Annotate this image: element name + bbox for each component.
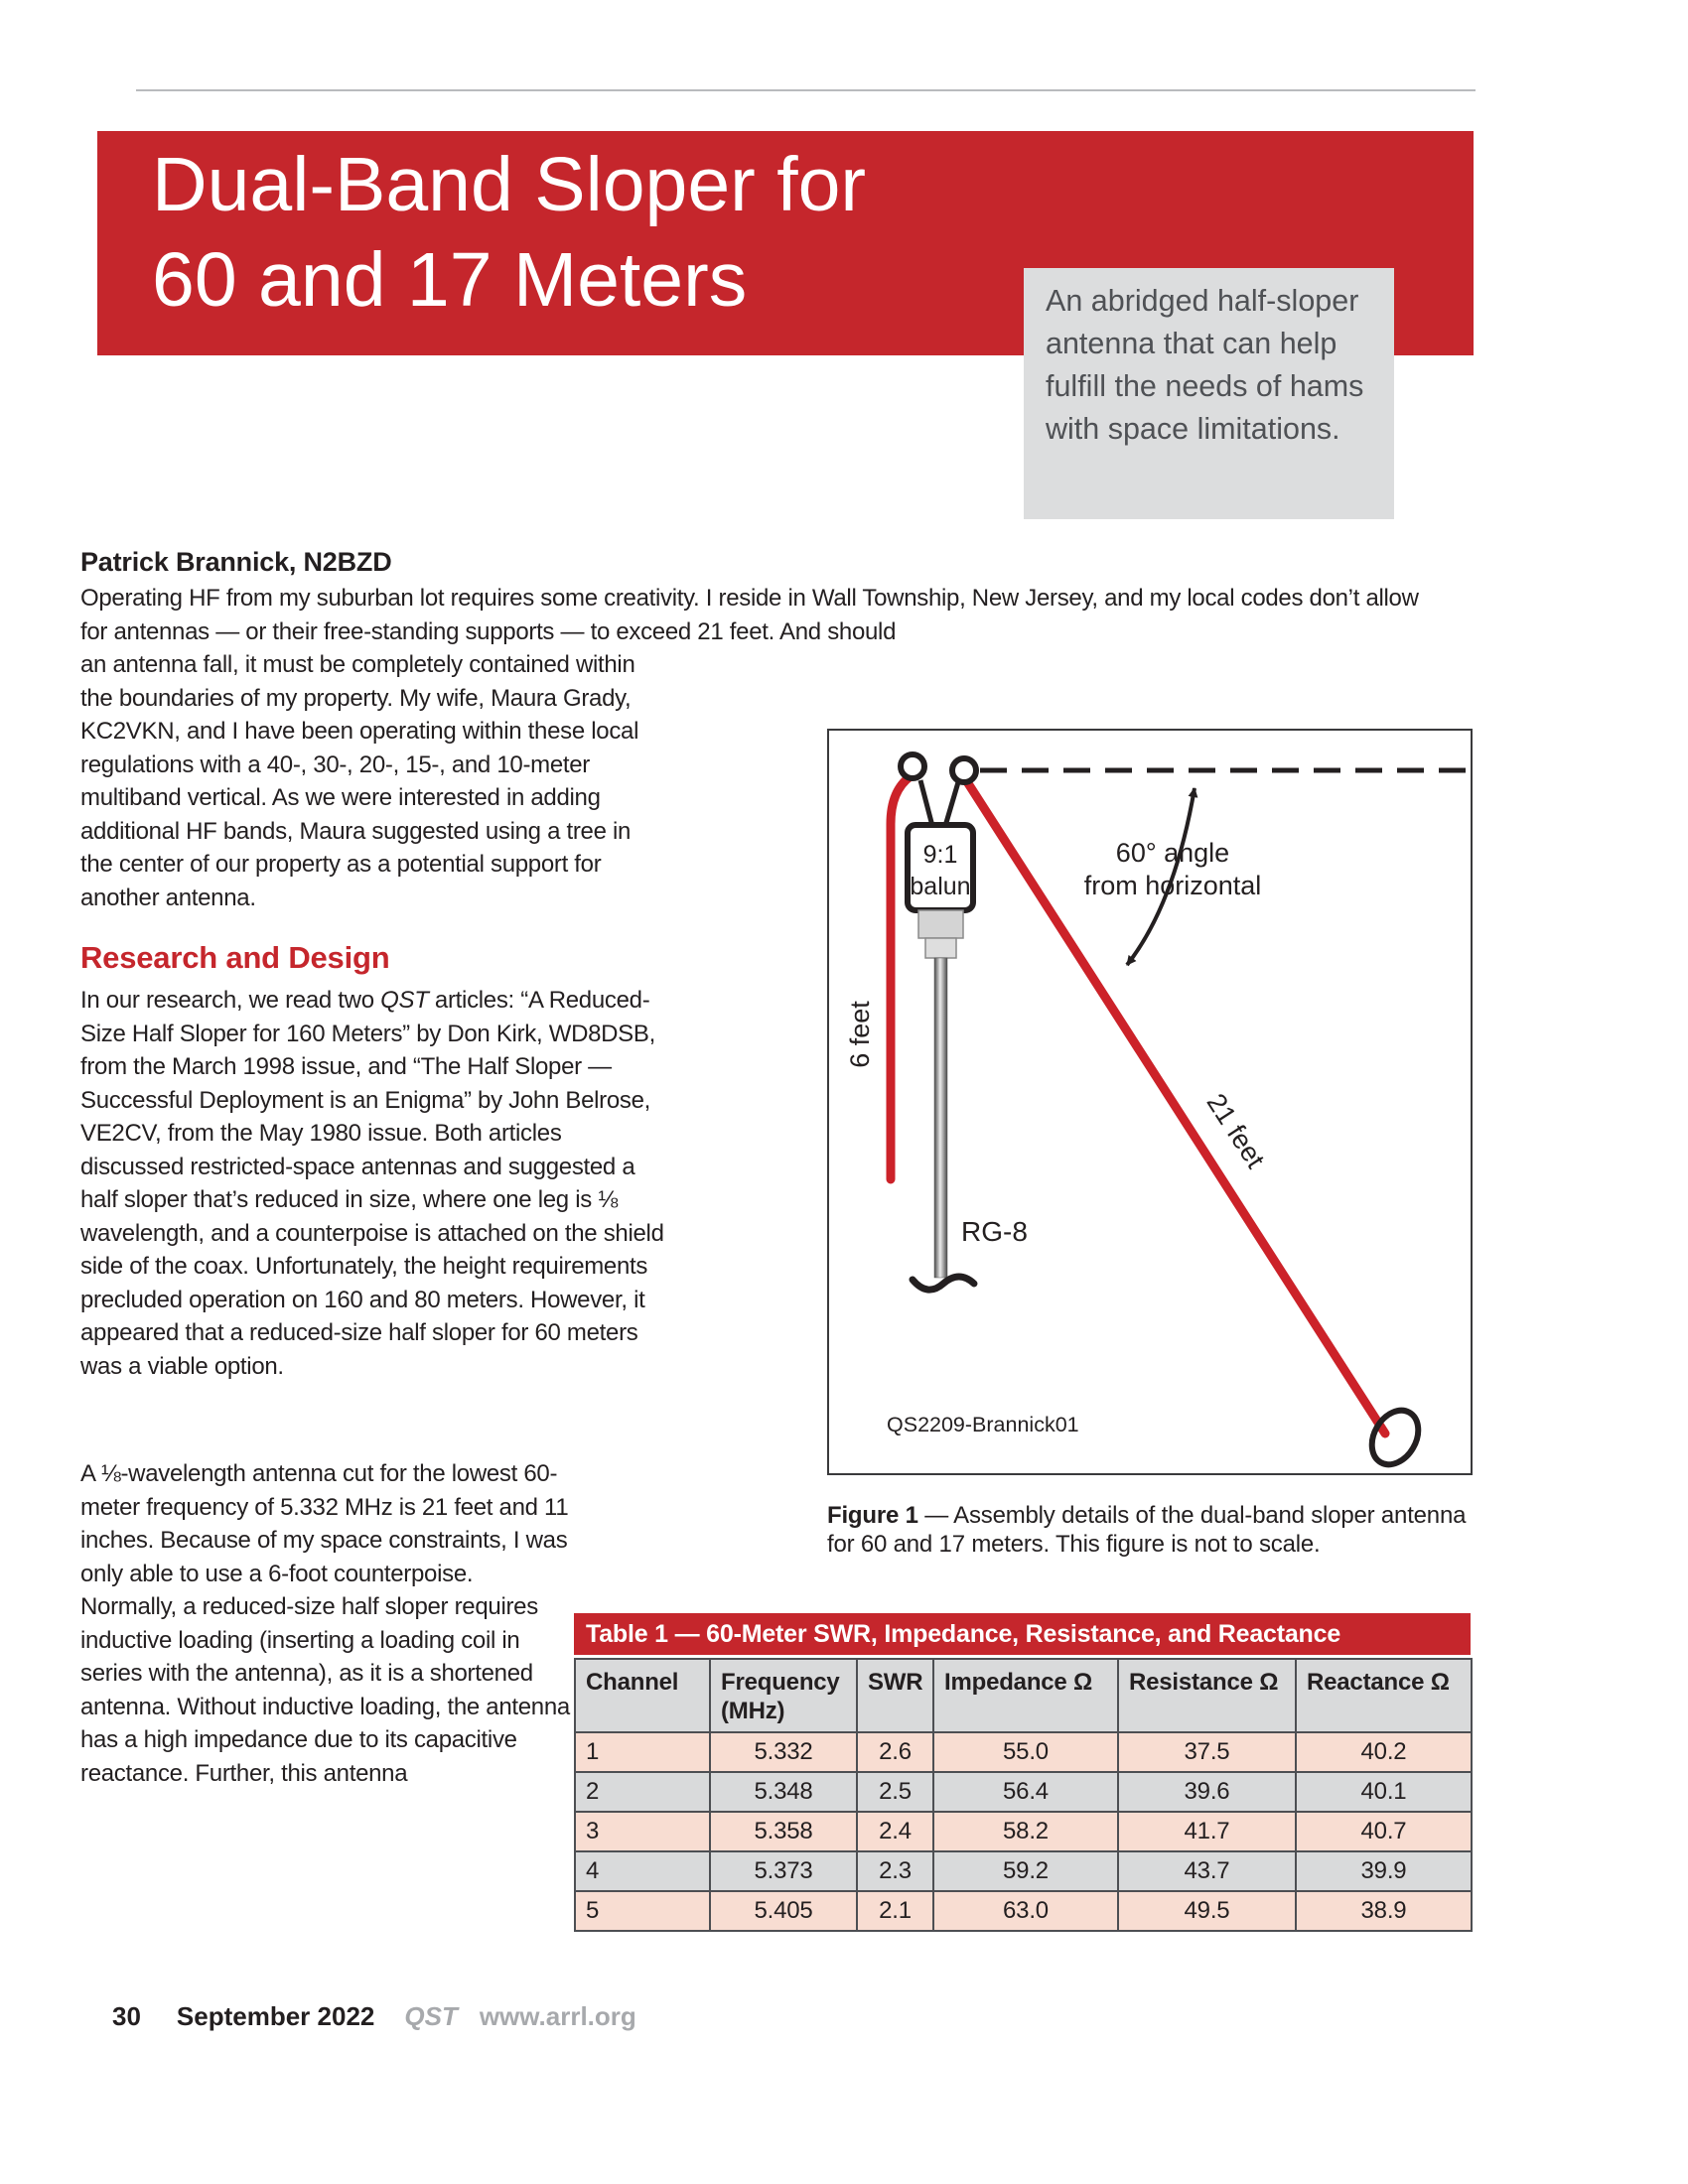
coax-break-squiggle xyxy=(913,1277,974,1290)
table-cell: 55.0 xyxy=(933,1732,1118,1772)
coax-connector-lower xyxy=(925,938,956,958)
table-row xyxy=(575,1812,1472,1851)
table-cell: 63.0 xyxy=(933,1891,1118,1931)
table-cell: 1 xyxy=(575,1732,710,1772)
article-title xyxy=(152,137,866,328)
figure-1-antenna-diagram xyxy=(827,729,1473,1475)
left-eyelet xyxy=(901,754,924,778)
table-cell: 58.2 xyxy=(933,1812,1118,1851)
table-cell: 3 xyxy=(575,1812,710,1851)
table-1 xyxy=(574,1613,1471,1932)
intro-paragraph-lead: Operating HF from my suburban lot requires some creativity. I reside in Wall Township, New Jersey, and my local codes don’t allow for antennas — or their free-standing supports — to exceed 21 feet. And should xyxy=(80,585,1419,645)
antenna-diagram-svg xyxy=(829,731,1471,1473)
sloper-length-label: 21 feet xyxy=(1200,1088,1271,1173)
table-cell: 59.2 xyxy=(933,1851,1118,1891)
balun-text-label: balun xyxy=(910,873,971,900)
table-row xyxy=(575,1772,1472,1812)
figure-credit-label: QS2209-Brannick01 xyxy=(887,1413,1079,1436)
table-cell: 5.348 xyxy=(710,1772,857,1812)
table-cell: 43.7 xyxy=(1118,1851,1296,1891)
table-cell: 5.405 xyxy=(710,1891,857,1931)
table-cell: 5 xyxy=(575,1891,710,1931)
article-title-line1: Dual-Band Sloper for xyxy=(152,142,867,227)
research-text-before: In our research, we read two xyxy=(80,987,381,1014)
website-url: www.arrl.org xyxy=(479,2001,636,2031)
top-divider xyxy=(136,89,1476,91)
column-header: Resistance Ω xyxy=(1118,1659,1296,1732)
table-cell: 40.7 xyxy=(1296,1812,1472,1851)
table-cell: 39.9 xyxy=(1296,1851,1472,1891)
table-row xyxy=(575,1891,1472,1931)
balun-ratio-label: 9:1 xyxy=(922,841,958,869)
right-eyelet xyxy=(952,758,976,782)
table-cell: 41.7 xyxy=(1118,1812,1296,1851)
table-cell: 2.5 xyxy=(857,1772,933,1812)
table-cell: 5.358 xyxy=(710,1812,857,1851)
left-column xyxy=(80,648,666,1383)
author-byline: Patrick Brannick, N2BZD xyxy=(80,547,392,577)
column-header: Reactance Ω xyxy=(1296,1659,1472,1732)
column-header: SWR xyxy=(857,1659,933,1732)
table-cell: 40.2 xyxy=(1296,1732,1472,1772)
figure-caption-label: Figure 1 xyxy=(827,1502,918,1529)
table-body xyxy=(575,1732,1472,1931)
section-heading: Research and Design xyxy=(80,940,390,975)
counterpoise-length-label: 6 feet xyxy=(845,1001,875,1068)
angle-label-line1: 60° angle xyxy=(1115,838,1230,868)
table-cell: 2 xyxy=(575,1772,710,1812)
research-text-after: articles: “A Reduced-Size Half Sloper for 160 Meters” by Don Kirk, WD8DSB, from the March 1998 issue, and “The Half Sloper — Successful Deployment is an Enigma” by John Belrose, VE2CV, from the May 1980 issue. Both articles discussed restricted-space antennas and suggested a half sloper that’s reduced in size, where one leg is ⅛ wavelength, and a counterpoise is attached on the shield side of the coax. Unfortunately, the height requirements precluded operation on 160 and 80 meters. However, it appeared that a reduced-size half sloper for 60 meters was a viable option. xyxy=(80,987,664,1380)
table-cell: 40.1 xyxy=(1296,1772,1472,1812)
table-cell: 5.373 xyxy=(710,1851,857,1891)
table-1-title: Table 1 — 60-Meter SWR, Impedance, Resistance, and Reactance xyxy=(574,1613,1471,1655)
table-row xyxy=(575,1732,1472,1772)
table-cell: 56.4 xyxy=(933,1772,1118,1812)
table-cell: 2.4 xyxy=(857,1812,933,1851)
column-header: Impedance Ω xyxy=(933,1659,1118,1732)
table-cell: 49.5 xyxy=(1118,1891,1296,1931)
coax-connector-upper xyxy=(918,910,963,938)
balun-lead-left xyxy=(920,780,932,826)
swr-data-table xyxy=(574,1658,1473,1932)
table-cell: 4 xyxy=(575,1851,710,1891)
page-number: 30 xyxy=(112,2001,141,2031)
article-title-line2: 60 and 17 Meters xyxy=(152,237,748,323)
figure-1-caption xyxy=(827,1501,1473,1559)
column-header: Channel xyxy=(575,1659,710,1732)
page-footer xyxy=(112,2001,636,2032)
balun-lead-right xyxy=(945,782,958,826)
magazine-name: QST xyxy=(404,2001,458,2031)
figure-caption-text: — Assembly details of the dual-band sloper antenna for 60 and 17 meters. This figure is not to scale. xyxy=(827,1502,1467,1558)
table-cell: 2.1 xyxy=(857,1891,933,1931)
angle-label-line2: from horizontal xyxy=(1083,871,1262,900)
table-cell: 5.332 xyxy=(710,1732,857,1772)
table-cell: 37.5 xyxy=(1118,1732,1296,1772)
intro-paragraph-rest: an antenna fall, it must be completely contained within the boundaries of my property. My wife, Maura Grady, KC2VKN, and I have been operating within these local regulations with a 40-, 30-, 20-, 15-, and 10-meter multiband vertical. As we were interested in adding additional HF bands, Maura suggested using a tree in the center of our property as a potential support for another antenna. xyxy=(80,651,639,911)
table-cell: 39.6 xyxy=(1118,1772,1296,1812)
table-header-row xyxy=(575,1659,1472,1732)
column-header: Frequency (MHz) xyxy=(710,1659,857,1732)
issue-date: September 2022 xyxy=(176,2001,375,2031)
deck-callout: An abridged half-sloper antenna that can help fulfill the needs of hams with space limitations. xyxy=(1024,268,1394,519)
table-cell: 2.6 xyxy=(857,1732,933,1772)
design-paragraph: A ⅛-wavelength antenna cut for the lowest 60-meter frequency of 5.332 MHz is 21 feet and 11 inches. Because of my space constraints, I was only able to use a 6-foot counterpoise. Normally, a reduced-size half sloper requires inductive loading (inserting a loading coil in series with the antenna), as it is a shortened antenna. Without inductive loading, the antenna has a high impedance due to its capacitive reactance. Further, this antenna xyxy=(80,1460,570,1787)
coax-feedline xyxy=(934,958,947,1278)
table-row xyxy=(575,1851,1472,1891)
table-cell: 38.9 xyxy=(1296,1891,1472,1931)
coax-type-label: RG-8 xyxy=(961,1216,1028,1247)
qst-magazine-reference: QST xyxy=(380,987,429,1014)
research-paragraph xyxy=(80,984,666,1383)
table-cell: 2.3 xyxy=(857,1851,933,1891)
